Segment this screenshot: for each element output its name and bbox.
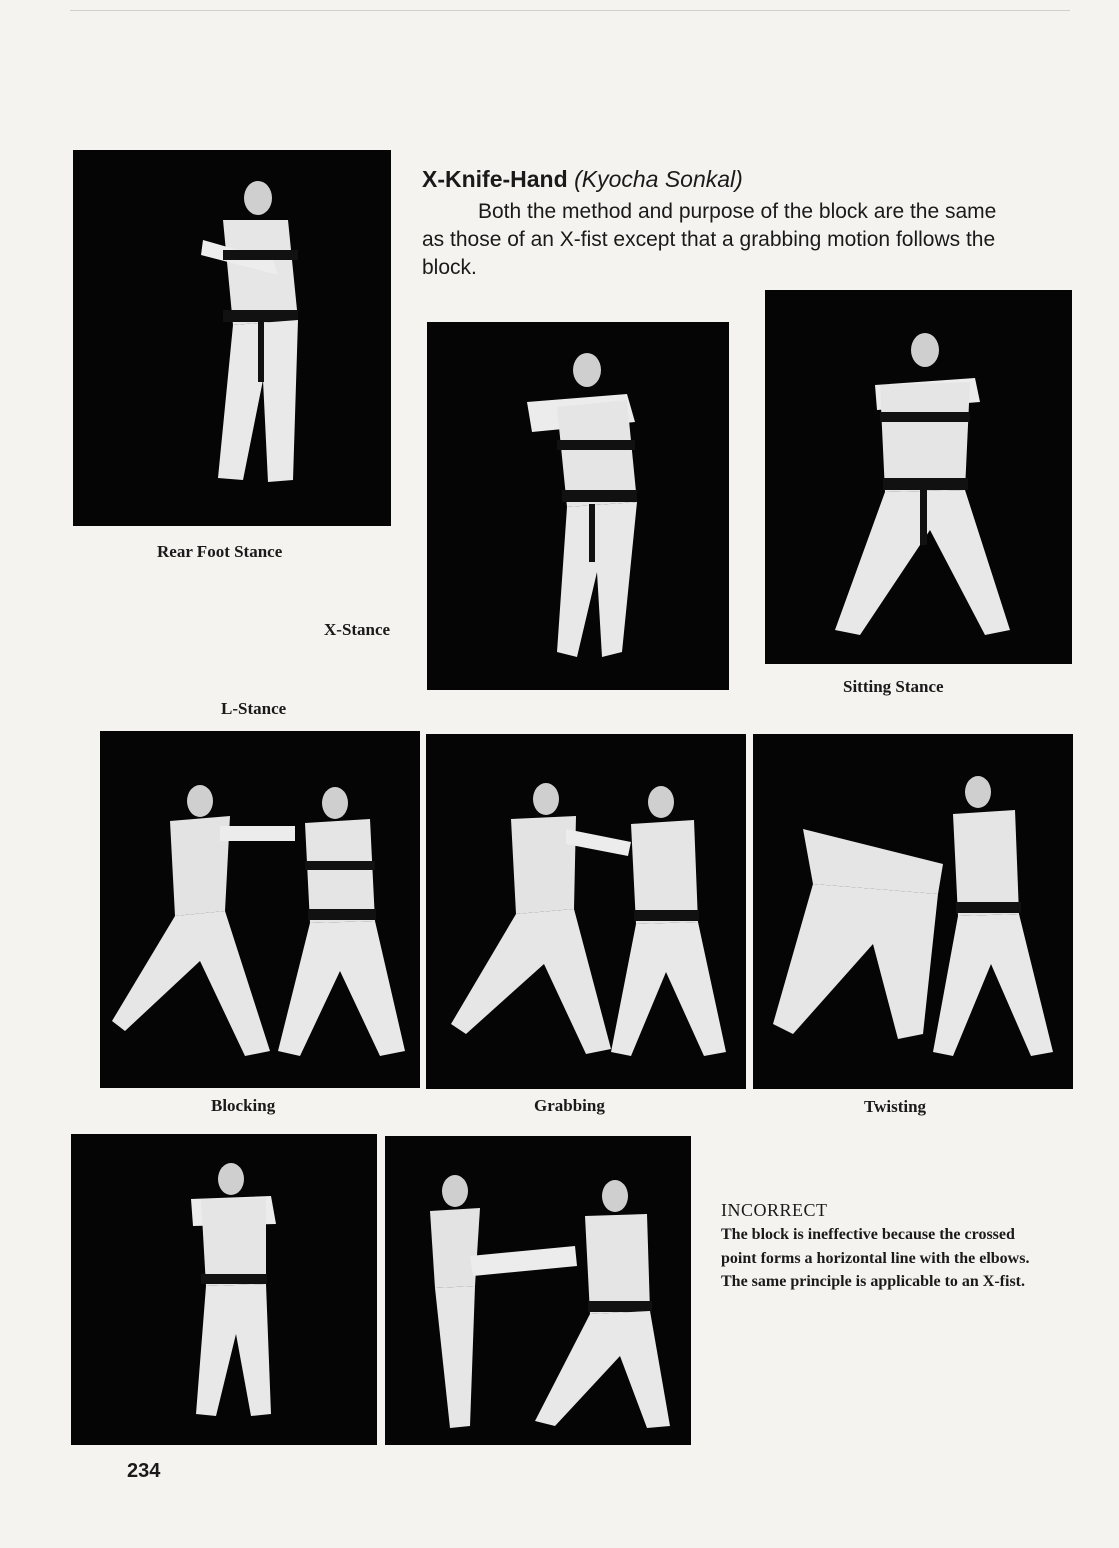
incorrect-text: The block is ineffective because the crossed point forms a horizontal line with the elbows. The same principle is applicable to an X-fist. — [721, 1226, 1030, 1290]
photo-x-stance — [427, 322, 729, 690]
photo-twisting — [753, 734, 1073, 1089]
photo-incorrect-single — [71, 1134, 377, 1445]
photo-blocking — [100, 731, 420, 1088]
section-title — [422, 165, 1042, 193]
intro-paragraph: Both the method and purpose of the block are the same as those of an X-fist except that a grabbing motion follows the block. — [422, 200, 997, 279]
photo-sitting-stance — [765, 290, 1072, 664]
caption-blocking: Blocking — [211, 1096, 276, 1115]
incorrect-note — [721, 1200, 1036, 1294]
incorrect-heading: INCORRECT — [721, 1200, 828, 1220]
caption-sitting-stance: Sitting Stance — [843, 677, 944, 696]
caption-twisting: Twisting — [864, 1097, 927, 1116]
page-number: 234 — [127, 1460, 161, 1482]
title-main: X-Knife-Hand — [422, 166, 568, 192]
photo-incorrect-pair — [385, 1136, 691, 1445]
scan-edge-line — [70, 10, 1070, 11]
caption-x-stance: X-Stance — [324, 620, 391, 639]
photo-rear-foot-stance — [73, 150, 391, 526]
caption-grabbing: Grabbing — [534, 1096, 605, 1115]
caption-l-stance: L-Stance — [221, 699, 287, 718]
photo-grabbing — [426, 734, 746, 1089]
caption-rear-foot-stance: Rear Foot Stance — [157, 542, 283, 561]
title-korean: (Kyocha Sonkal) — [574, 166, 743, 192]
